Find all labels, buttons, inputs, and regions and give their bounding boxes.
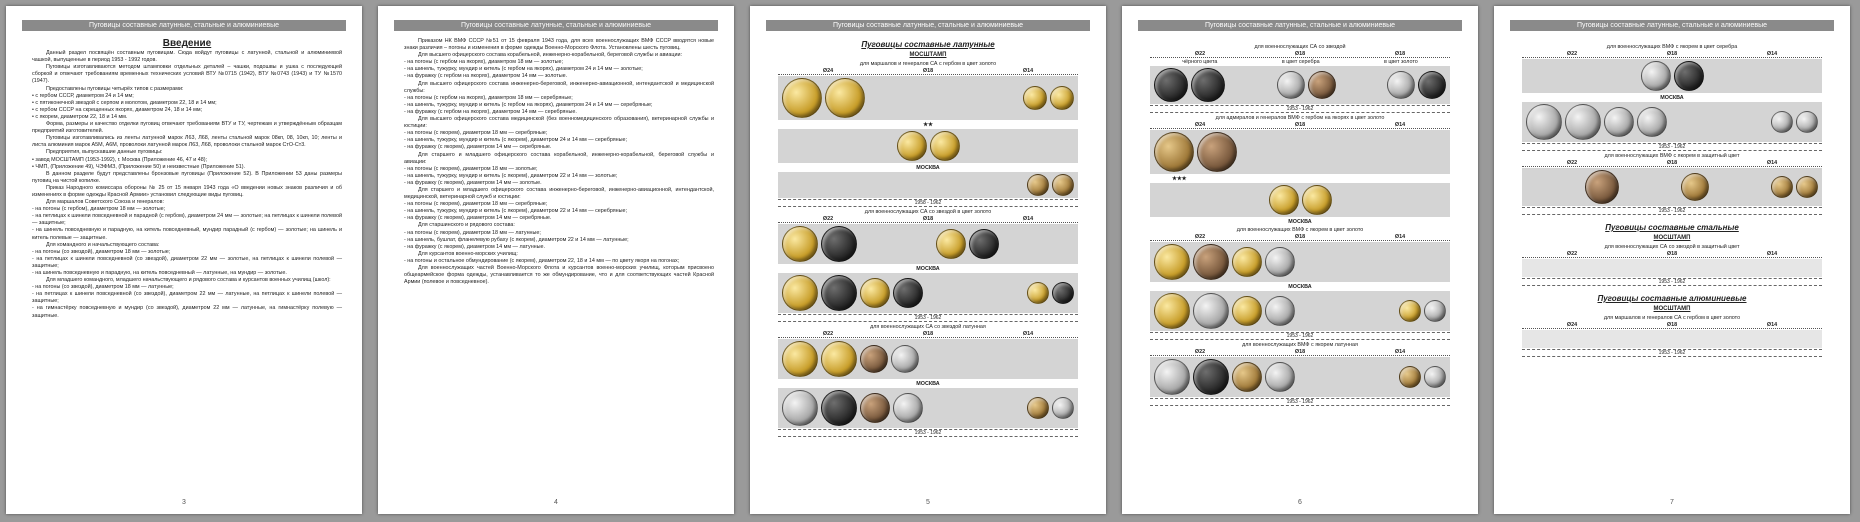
- paragraph: - на шинель повседневную и парадную, на китель повседневный — латунные, на мундир — золотые.: [32, 270, 287, 276]
- year-range: 1953 - 1962: [1522, 207, 1822, 215]
- button-photo-row: [1522, 102, 1822, 142]
- button-image: [1796, 176, 1818, 198]
- group-caption: для военнослужащих СА со звездой в цвет золото: [864, 209, 992, 215]
- paragraph: Предприятия, выпускавшие данные пуговицы:: [46, 149, 163, 156]
- paragraph: - на шинель, тужурку, мундир и китель (с якорем), диаметром 22 и 14 мм — серебряные;: [404, 208, 628, 215]
- paragraph: • с якорем, диаметром 22, 18 и 14 мм.: [32, 113, 128, 120]
- diameter-header: [1522, 51, 1822, 58]
- paragraph: - на фуражку (с гербом на якорях), диаметром 14 мм — золотые.: [404, 73, 568, 80]
- button-image: [782, 226, 818, 262]
- empty-photo-row: [1522, 330, 1822, 348]
- button-image: [1265, 362, 1295, 392]
- col-label: Ø14: [1766, 160, 1778, 166]
- col-label: Ø18: [922, 331, 934, 337]
- running-header: Пуговицы составные латунные, стальные и алюминиевые: [766, 20, 1090, 31]
- paragraph: - на шинель, тужурку, мундир и китель (с якорем), диаметром 22 и 14 мм — золотые;: [404, 172, 618, 179]
- paragraph: - на погоны (со звездой), диаметром 18 мм — латунные;: [32, 284, 174, 291]
- button-image: [782, 78, 822, 118]
- paragraph: В данном разделе будут представлены бронзовые пуговицы (Приложение 52). В Приложении 53 даны размеры пуговиц на чистой копилке.: [32, 170, 342, 184]
- paragraph: Форма, размеры и качество отделки пуговиц отвечают требованиям ВТУ и ТУ, чертежам и утверждённым образцам предприятий изготовителей.: [32, 121, 342, 135]
- button-image: [1154, 293, 1190, 329]
- paragraph: - на погоны (с якорем), диаметром 18 мм — латунные;: [404, 229, 541, 236]
- color-header: [1150, 59, 1450, 65]
- button-image: [1585, 170, 1619, 204]
- section-title: Пуговицы составные латунные: [861, 40, 995, 49]
- col-label: Ø14: [1766, 251, 1778, 257]
- diameter-header: [1150, 51, 1450, 58]
- paragraph: - на погоны (с якорем), диаметром 18 мм — серебряные;: [404, 130, 548, 137]
- intro-text: [32, 36, 342, 320]
- button-image: [1277, 71, 1305, 99]
- catalog-content: [770, 36, 1086, 438]
- paragraph: - на шинель, тужурку, мундир и китель (с якорем), диаметром 24 и 14 мм — серебряные;: [404, 137, 628, 144]
- diameter-header: [778, 216, 1078, 223]
- button-photo-row: [1150, 66, 1450, 104]
- paragraph: - на погоны (с гербом на якорях), диаметром 18 мм — золотые;: [404, 59, 564, 66]
- button-image: [1050, 86, 1074, 110]
- button-image: [930, 131, 960, 161]
- paragraph: Для старшего и младшего офицерского состава инженерно-береговой, инженерно-авиационной, интендантской, медицинской, ветеринарной служб и юстиции:: [404, 186, 714, 201]
- button-image: [1154, 132, 1194, 172]
- col-label: Ø18: [1294, 122, 1306, 128]
- button-image: [782, 390, 818, 426]
- button-image: [1771, 111, 1793, 133]
- group-caption: для военнослужащих ВМФ с якорем в цвет серебра: [1606, 44, 1738, 50]
- year-range: 1953 - 1962: [1150, 105, 1450, 113]
- col-label: Ø24: [822, 68, 834, 74]
- button-photo-row: [778, 339, 1078, 379]
- button-image: [1681, 173, 1709, 201]
- page-6: [1122, 6, 1478, 514]
- paragraph: Пуговицы изготавливаются методом штамповки отдельных деталей – чашки, подошвы и ушка с последующей сборкой и отвечают требованиям временных технических условий ВТУ №0715 (1942), ВТУ №0743 (1943) и ТУ №1570 (1947).: [32, 64, 342, 85]
- button-image: [1637, 107, 1667, 137]
- col-label: Ø14: [1022, 331, 1034, 337]
- year-range: 1953 - 1962: [1522, 349, 1822, 357]
- button-photo-row: [1150, 183, 1450, 217]
- paragraph: - на фуражку (с гербом на якорях), диаметром 14 мм — серебряные.: [404, 108, 577, 115]
- button-image: [1265, 247, 1295, 277]
- paragraph: - на петлицах к шинели повседневной и парадной (с гербом), диаметром 24 мм — золотые; на петлицах к шинели полевой — защитные;: [32, 213, 342, 227]
- col-label: Ø22: [1566, 51, 1578, 57]
- button-image: [1674, 61, 1704, 91]
- button-image: [893, 278, 923, 308]
- paragraph: - на погоны (с якорем), диаметром 18 мм — серебряные;: [404, 201, 548, 208]
- col-label: Ø22: [1194, 349, 1206, 355]
- button-image: [897, 131, 927, 161]
- page-number: 6: [1298, 499, 1302, 506]
- button-photo-row: [778, 129, 1078, 163]
- paragraph: Для командного и начальствующего состава:: [46, 241, 160, 248]
- group-caption: для военнослужащих СА со звездой латунная: [870, 324, 986, 330]
- paragraph: Для маршалов Советского Союза и генералов:: [46, 199, 164, 206]
- paragraph: Приказ Народного комиссара обороны № 25 от 15 января 1943 года «О введении новых знаков различия и об изменениях в форме одежды Красной Армии» установил следующие виды пуговиц.: [32, 184, 342, 198]
- col-label: Ø18: [1666, 251, 1678, 257]
- diameter-header: [778, 331, 1078, 338]
- paragraph: Предоставлены пуговицы четырёх типов с размерами:: [46, 85, 184, 92]
- col-label: Ø24: [1194, 122, 1206, 128]
- group-caption: для военнослужащих ВМФ с якорем в цвет золото: [1236, 227, 1364, 233]
- button-photo-row: [1150, 130, 1450, 174]
- button-image: [1193, 293, 1229, 329]
- page-number: 7: [1670, 499, 1674, 506]
- button-image: [1191, 68, 1225, 102]
- button-image: [1526, 104, 1562, 140]
- button-image: [1418, 71, 1446, 99]
- col-label: Ø14: [1022, 68, 1034, 74]
- year-range: 1953 - 1962: [778, 314, 1078, 322]
- maker-title: МОСШТАМП: [1653, 306, 1691, 312]
- button-image: [1265, 296, 1295, 326]
- button-image: [1193, 244, 1229, 280]
- city-mark: МОСКВА: [916, 165, 940, 171]
- col-label: чёрного цвета: [1182, 59, 1218, 65]
- col-label: в цвет золото: [1383, 59, 1418, 65]
- section-title: Пуговицы составные алюминиевые: [1597, 294, 1747, 303]
- button-image: [1796, 111, 1818, 133]
- paragraph: - на погоны (с гербом на якорях), диаметром 18 мм — серебряные;: [404, 94, 573, 101]
- paragraph: Для высшего офицерского состава корабельной, инженерно-корабельной, береговой службы и авиации:: [418, 52, 683, 59]
- button-image: [1232, 296, 1262, 326]
- button-image: [821, 275, 857, 311]
- paragraph: - на погоны (со звездой), диаметром 18 мм — золотые;: [32, 248, 171, 255]
- col-label: Ø22: [1194, 51, 1206, 57]
- paragraph: Для курсантов военно-морских училищ:: [418, 250, 518, 257]
- button-image: [1193, 359, 1229, 395]
- paragraph: Для старшинского и рядового состава:: [418, 222, 515, 229]
- diameter-header: [1150, 122, 1450, 129]
- catalog-content: [1514, 42, 1830, 358]
- paragraph: • завод МОСШТАМП (1953-1992), г. Москва (Приложение 46, 47 и 48);: [32, 156, 208, 163]
- city-mark: МОСКВА: [1288, 284, 1312, 290]
- year-range: 1953 - 1962: [1150, 332, 1450, 340]
- maker-title: МОСШТАМП: [909, 52, 947, 58]
- col-label: Ø22: [1566, 160, 1578, 166]
- group-caption: для маршалов и генералов СА с гербом в цвет золото: [1603, 315, 1741, 321]
- button-photo-row: [1150, 357, 1450, 397]
- orders-text: [404, 38, 714, 286]
- button-image: [1154, 244, 1190, 280]
- button-photo-row: [1150, 291, 1450, 331]
- paragraph: - на фуражку (с якорем), диаметром 14 мм — латунные.: [404, 243, 546, 250]
- button-image: [860, 393, 890, 423]
- button-image: [1387, 71, 1415, 99]
- col-label: Ø24: [1566, 322, 1578, 328]
- button-image: [1399, 300, 1421, 322]
- col-label: Ø14: [1766, 322, 1778, 328]
- paragraph: Для военнослужащих частей Военно-Морского Флота и курсантов военно-морских училищ, которым присвоено общеармейское форма одежды, устанавливается то же обмундирование, что и для соответствующих частей Красной Армии (полевое и повседневное).: [404, 265, 714, 286]
- button-photo-row: [778, 76, 1078, 120]
- city-mark: МОСКВА: [916, 266, 940, 272]
- year-range: 1958 - 1962: [778, 199, 1078, 207]
- col-label: Ø14: [1022, 216, 1034, 222]
- paragraph: - на гимнастёрку повседневную и мундир (со звездой), диаметром 22 мм — латунные, на гимнастёрку полевую — защитные.: [32, 305, 342, 319]
- button-image: [1154, 68, 1188, 102]
- button-image: [1771, 176, 1793, 198]
- col-label: Ø22: [1194, 234, 1206, 240]
- button-photo-row: [1522, 168, 1822, 206]
- paragraph: - на шинель повседневную и парадную, на китель повседневный, мундир парадный (с гербом) — золотые; на шинель и китель полевые — защитные.: [32, 227, 342, 241]
- paragraph: - на погоны (с гербом), диаметром 18 мм — золотые;: [32, 206, 166, 213]
- button-image: [1641, 61, 1671, 91]
- city-mark: МОСКВА: [916, 381, 940, 387]
- button-image: [1197, 132, 1237, 172]
- paragraph: - на погоны и остальное обмундирование (с якорем), диаметром 22, 18 и 14 мм — по цвету якоря на погонах;: [404, 257, 680, 264]
- button-image: [1052, 282, 1074, 304]
- diameter-header: [1522, 251, 1822, 258]
- page-7: [1494, 6, 1850, 514]
- button-image: [1232, 247, 1262, 277]
- city-mark: МОСКВА: [1660, 95, 1684, 101]
- paragraph: Для старшего и младшего офицерского состава корабельной, инженерно-корабельной, береговой службы и авиации:: [404, 151, 714, 165]
- button-image: [969, 229, 999, 259]
- button-image: [1302, 185, 1332, 215]
- section-title: Пуговицы составные стальные: [1605, 223, 1739, 232]
- empty-photo-row: [1522, 259, 1822, 277]
- button-image: [1154, 359, 1190, 395]
- col-label: Ø18: [922, 216, 934, 222]
- year-range: 1953 - 1962: [778, 429, 1078, 437]
- page-3: [6, 6, 362, 514]
- col-label: в цвет серебра: [1281, 59, 1320, 65]
- paragraph: • с гербом СССР, диаметром 24 и 14 мм;: [32, 92, 134, 99]
- col-label: Ø18: [1394, 51, 1406, 57]
- button-image: [893, 393, 923, 423]
- page-4: [378, 6, 734, 514]
- button-image: [1027, 282, 1049, 304]
- paragraph: - на шинель, тужурку, мундир и китель (с гербом на якорях), диаметром 24 и 14 мм — золотые;: [404, 66, 643, 73]
- col-label: Ø18: [1294, 51, 1306, 57]
- mark-stars: ★★★: [1172, 176, 1187, 182]
- paragraph: Для младшего командного, младшего начальствующего и рядового состава и курсантов военных училищ (школ):: [46, 277, 331, 284]
- city-mark: МОСКВА: [1288, 219, 1312, 225]
- paragraph: • с гербом СССР на скрещенных якорях, диаметром 24, 18 и 14 мм;: [32, 106, 203, 113]
- paragraph: - на шинель, бушлат, фланелевую рубаху (с якорем), диаметром 22 и 14 мм — латунные;: [404, 236, 629, 243]
- button-image: [1399, 366, 1421, 388]
- group-caption: для адмиралов и генералов ВМФ с гербом на якорях в цвет золото: [1215, 115, 1385, 121]
- button-image: [821, 341, 857, 377]
- paragraph: Данный раздел посвящён составным пуговицам. Сюда войдут пуговицы с латунной, стальной и алюминиевой чашкой, выпущенные в период 1953 - 1992 годов.: [32, 50, 342, 64]
- maker-title: МОСШТАМП: [1653, 235, 1691, 241]
- button-image: [821, 390, 857, 426]
- paragraph: - на петлицах к шинели повседневной (со звездой), диаметром 22 мм — латунные, на петлицах к шинели полевой — защитные;: [32, 291, 342, 305]
- running-header: Пуговицы составные латунные, стальные и алюминиевые: [1138, 20, 1462, 31]
- paragraph: Пуговицы изготавливались из ленты латунной марок Л63, Л68, ленты стальной марок 08кп, 08, 10кп, 10; ленты и листа алюминия марок А5М, А6М, проволоки латунной марок Л63, Л68, проволоки стальной марок СтО-Ст3.: [32, 135, 342, 149]
- year-range: 1953 - 1962: [1150, 398, 1450, 406]
- button-photo-row: [778, 273, 1078, 313]
- paragraph: • с пятиконечной звездой с серпом и молотом, диаметром 22, 18 и 14 мм;: [32, 99, 217, 106]
- col-label: Ø14: [1394, 349, 1406, 355]
- button-image: [1052, 397, 1074, 419]
- page-number: 5: [926, 499, 930, 506]
- button-image: [782, 341, 818, 377]
- paragraph: - на погоны (с якорем), диаметром 18 мм — золотые;: [404, 165, 538, 172]
- page-number: 3: [182, 499, 186, 506]
- col-label: Ø14: [1394, 122, 1406, 128]
- mark-stars: ★★: [923, 122, 933, 128]
- running-header: Пуговицы составные латунные, стальные и алюминиевые: [394, 20, 718, 31]
- button-image: [782, 275, 818, 311]
- button-image: [1027, 397, 1049, 419]
- button-image: [1424, 300, 1446, 322]
- paragraph: Для высшего офицерского состава инженерно-береговой, инженерно-авиационной, интендантской и медицинской службы:: [404, 80, 714, 94]
- group-caption: для военнослужащих СА со звездой в защитный цвет: [1604, 244, 1740, 250]
- button-image: [860, 345, 888, 373]
- button-image: [1027, 174, 1049, 196]
- diameter-header: [1522, 160, 1822, 167]
- year-range: 1953 - 1962: [1522, 143, 1822, 151]
- paragraph: Приказом НК ВМФ СССР №51 от 15 февраля 1943 года, для всех военнослужащих ВМФ СССР вводятся новые знаки различия – погоны и изменения в форме одежды Военно-Морского Флота. Установлены шесть пуговиц.: [404, 38, 714, 52]
- group-caption: для военнослужащих ВМФ с якорем латунная: [1242, 342, 1358, 348]
- col-label: Ø18: [1666, 51, 1678, 57]
- paragraph: • ЧМП, (Приложение 49), ЧЭФМЗ, (Приложение 50) и неизвестные (Приложение 51).: [32, 163, 246, 170]
- diameter-header: [1150, 349, 1450, 356]
- col-label: Ø14: [1766, 51, 1778, 57]
- button-photo-row: [778, 388, 1078, 428]
- col-label: Ø18: [1294, 349, 1306, 355]
- button-image: [891, 345, 919, 373]
- button-image: [1565, 104, 1601, 140]
- button-image: [936, 229, 966, 259]
- col-label: Ø22: [822, 216, 834, 222]
- button-image: [1269, 185, 1299, 215]
- col-label: Ø22: [1566, 251, 1578, 257]
- running-header: Пуговицы составные латунные, стальные и алюминиевые: [22, 20, 346, 31]
- col-label: Ø14: [1394, 234, 1406, 240]
- button-image: [1052, 174, 1074, 196]
- running-header: Пуговицы составные латунные, стальные и алюминиевые: [1510, 20, 1834, 31]
- page-number: 4: [554, 499, 558, 506]
- button-image: [821, 226, 857, 262]
- button-image: [1023, 86, 1047, 110]
- diameter-header: [778, 68, 1078, 75]
- button-photo-row: [778, 172, 1078, 198]
- page-title: Введение: [162, 38, 212, 49]
- paragraph: - на фуражку (с якорем), диаметром 14 мм — золотые.: [404, 179, 542, 186]
- button-photo-row: [1522, 59, 1822, 93]
- button-image: [1604, 107, 1634, 137]
- paragraph: - на фуражку (с якорем), диаметром 14 мм — серебряные.: [404, 215, 552, 222]
- paragraph: - на шинель, тужурку, мундир и китель (с гербом на якорях), диаметром 24 и 14 мм — серебряные;: [404, 101, 653, 108]
- button-photo-row: [1150, 242, 1450, 282]
- button-image: [1308, 71, 1336, 99]
- paragraph: - на фуражку (с якорем), диаметром 14 мм — серебряные.: [404, 144, 552, 151]
- paragraph: Для высшего офицерского состава медицинской (без военномедицинского образования), ветеринарной службы и юстиции:: [404, 116, 714, 130]
- button-image: [825, 78, 865, 118]
- col-label: Ø18: [1666, 160, 1678, 166]
- col-label: Ø18: [1666, 322, 1678, 328]
- group-caption: для маршалов и генералов СА с гербом в цвет золото: [859, 61, 997, 67]
- button-image: [1424, 366, 1446, 388]
- diameter-header: [1150, 234, 1450, 241]
- year-range: 1953 - 1962: [1522, 278, 1822, 286]
- button-image: [1232, 362, 1262, 392]
- col-label: Ø18: [1294, 234, 1306, 240]
- col-label: Ø18: [922, 68, 934, 74]
- diameter-header: [1522, 322, 1822, 329]
- button-photo-row: [778, 224, 1078, 264]
- catalog-content: [1142, 42, 1458, 407]
- group-caption: для военнослужащих ВМФ с якорем в защитный цвет: [1604, 153, 1740, 159]
- group-caption: для военнослужащих СА со звездой: [1254, 44, 1346, 50]
- paragraph: - на петлицах к шинели повседневной (со звездой), диаметром 22 мм — золотые, на петлицах к шинели полевой — защитные;: [32, 255, 342, 269]
- button-image: [860, 278, 890, 308]
- page-5: [750, 6, 1106, 514]
- col-label: Ø22: [822, 331, 834, 337]
